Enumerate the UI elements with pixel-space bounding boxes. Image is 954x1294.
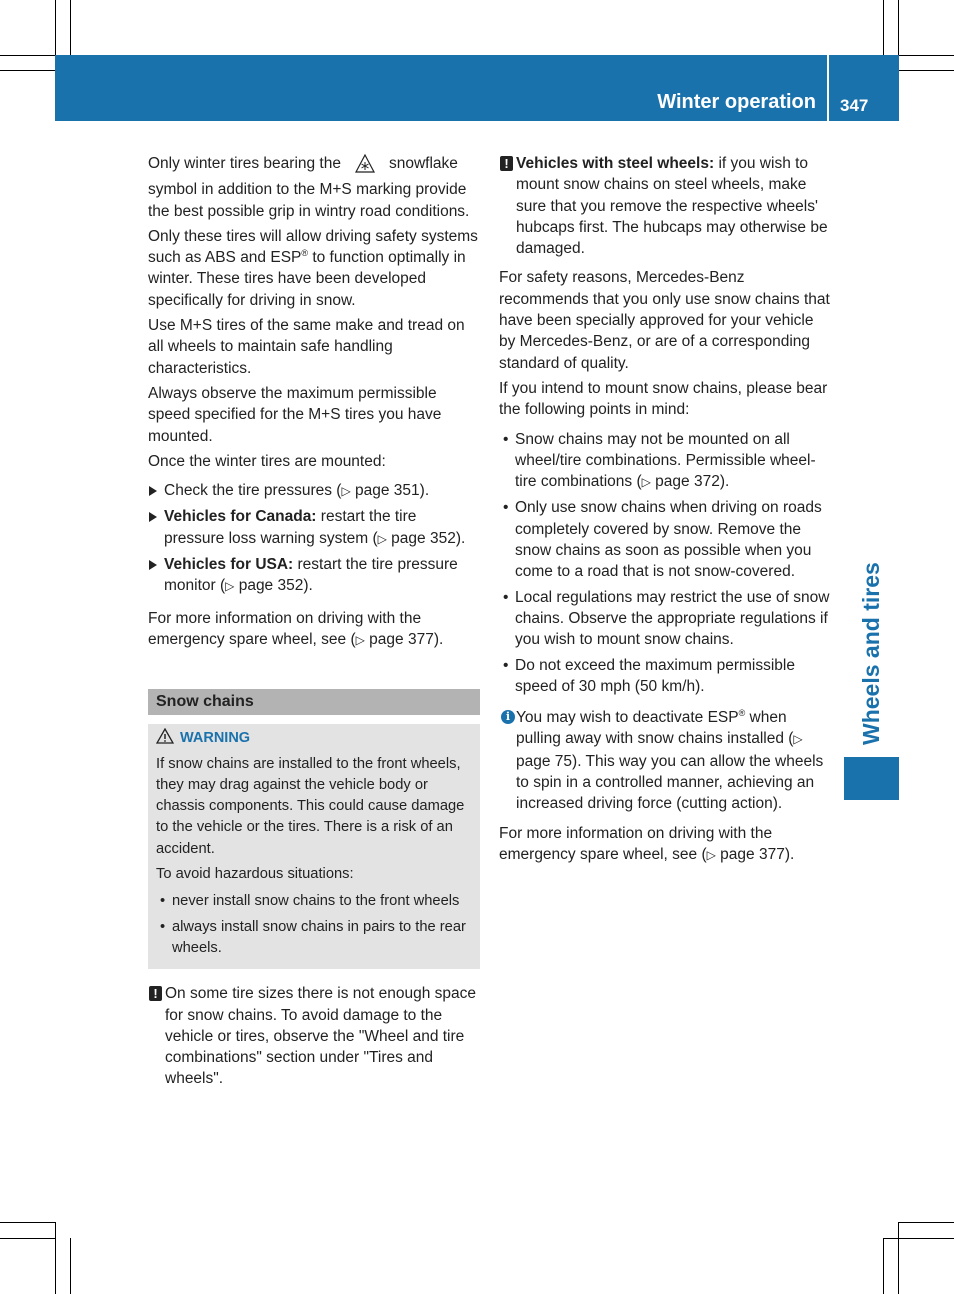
paragraph: If you intend to mount snow chains, please bear the following points in mind: bbox=[499, 379, 828, 419]
crop-mark bbox=[899, 1222, 954, 1223]
list-item: Vehicles for USA: restart the tire pressure monitor (▷ page 352). bbox=[148, 554, 480, 598]
paragraph: Always observe the maximum permissible speed specified for the M+S tires you have mounted. bbox=[148, 384, 442, 445]
crop-mark bbox=[55, 1222, 56, 1294]
crop-mark bbox=[899, 55, 954, 56]
crop-mark bbox=[0, 55, 55, 56]
info-icon: i bbox=[501, 710, 515, 724]
warning-title: WARNING bbox=[156, 728, 472, 751]
step-arrow-icon bbox=[149, 560, 157, 570]
caution-note: ! On some tire sizes there is not enough space for snow chains. To avoid damage to the vehicle or tires, observe the "Wheel and tire combinations" section under "Tires and wheels". bbox=[148, 983, 480, 1089]
warning-text: To avoid hazardous situations: bbox=[156, 866, 354, 883]
paragraph: Only winter tires bearing the snowflake symbol in addition to the M+S marking provide the best possible grip in wintry road conditions. bbox=[148, 155, 470, 220]
page-ref-icon: ▷ bbox=[341, 484, 351, 499]
list-item: • Do not exceed the maximum permissible speed of 30 mph (50 km/h). bbox=[499, 655, 831, 698]
paragraph: Use M+S tires of the same make and tread on all wheels to maintain safe handling characteristics. bbox=[148, 317, 465, 377]
section-heading: Snow chains bbox=[148, 689, 480, 715]
list-item: • Local regulations may restrict the use of snow chains. Observe the appropriate regulations if you wish to mount snow chains. bbox=[499, 587, 831, 651]
crop-mark bbox=[0, 1222, 55, 1223]
section-title: Winter operation bbox=[657, 91, 816, 113]
info-note: i You may wish to deactivate ESP® when pulling away with snow chains installed (▷ page 75). This way you can allow the wheels to spin in a controlled manner, achieving an increased driving force (cutting action). bbox=[499, 707, 831, 814]
paragraph: Only these tires will allow driving safety systems such as ABS and ESP® to function optimally in winter. These tires have been developed specifically for driving in snow. bbox=[148, 227, 478, 309]
step-arrow-icon bbox=[149, 512, 157, 522]
chapter-label: Wheels and tires bbox=[858, 562, 884, 745]
warning-text: If snow chains are installed to the front wheels, they may drag against the vehicle body or chassis components. This could cause damage to the vehicle or the tires. There is a risk of an accident. bbox=[156, 755, 465, 857]
page-ref-icon: ▷ bbox=[793, 732, 803, 747]
page-ref-icon: ▷ bbox=[355, 632, 365, 647]
exclamation-icon: ! bbox=[500, 156, 513, 171]
paragraph: Once the winter tires are mounted: bbox=[148, 452, 386, 470]
right-column bbox=[499, 153, 831, 870]
mountain-snowflake-icon bbox=[355, 153, 375, 179]
page-ref-icon: ▷ bbox=[706, 847, 716, 862]
crop-mark bbox=[55, 0, 56, 55]
list-item: • Only use snow chains when driving on roads completely covered by snow. Remove the snow chains as soon as possible when you come to a road that is not snow-covered. bbox=[499, 497, 831, 582]
paragraph: For more information on driving with the emergency spare wheel, see (▷ page 377). bbox=[148, 609, 444, 648]
warning-triangle-icon bbox=[156, 728, 174, 751]
step-arrow-icon bbox=[149, 486, 157, 496]
warning-box bbox=[148, 724, 480, 969]
warning-bullets bbox=[156, 891, 472, 959]
page-ref-icon: ▷ bbox=[377, 531, 387, 546]
caution-note: ! Vehicles with steel wheels: if you wish to mount snow chains on steel wheels, make sure that you remove the respective wheels' hubcaps first. The hubcaps may otherwise be damaged. bbox=[499, 153, 831, 259]
bullet-list bbox=[499, 429, 831, 698]
crop-mark bbox=[883, 0, 884, 55]
list-item: • always install snow chains in pairs to the rear wheels. bbox=[156, 917, 472, 960]
list-item: • never install snow chains to the front wheels bbox=[156, 891, 472, 912]
left-column bbox=[148, 153, 480, 1098]
exclamation-icon: ! bbox=[149, 986, 162, 1001]
list-item: • Snow chains may not be mounted on all wheel/tire combinations. Permissible wheel-tire combinations (▷ page 372). bbox=[499, 429, 831, 494]
chapter-tab bbox=[844, 757, 899, 800]
list-item: Check the tire pressures (▷ page 351). bbox=[148, 480, 480, 502]
list-item: Vehicles for Canada: restart the tire pressure loss warning system (▷ page 352). bbox=[148, 506, 480, 550]
page-ref-icon: ▷ bbox=[641, 475, 651, 490]
page-number: 347 bbox=[840, 96, 869, 115]
crop-mark bbox=[898, 1222, 899, 1294]
header-divider bbox=[827, 55, 829, 121]
step-list bbox=[148, 480, 480, 597]
paragraph: For safety reasons, Mercedes-Benz recommends that you only use snow chains that have been specially approved for your vehicle by Mercedes-Benz, or are of a corresponding standard of quality. bbox=[499, 269, 830, 372]
paragraph: For more information on driving with the emergency spare wheel, see (▷ page 377). bbox=[499, 824, 795, 863]
crop-mark bbox=[70, 1238, 71, 1294]
page-ref-icon: ▷ bbox=[225, 579, 235, 594]
crop-mark bbox=[0, 1238, 55, 1239]
crop-mark bbox=[899, 70, 954, 71]
crop-mark bbox=[883, 1238, 954, 1239]
crop-mark bbox=[898, 0, 899, 55]
crop-mark bbox=[70, 0, 71, 55]
crop-mark bbox=[883, 1238, 884, 1294]
crop-mark bbox=[0, 70, 55, 71]
